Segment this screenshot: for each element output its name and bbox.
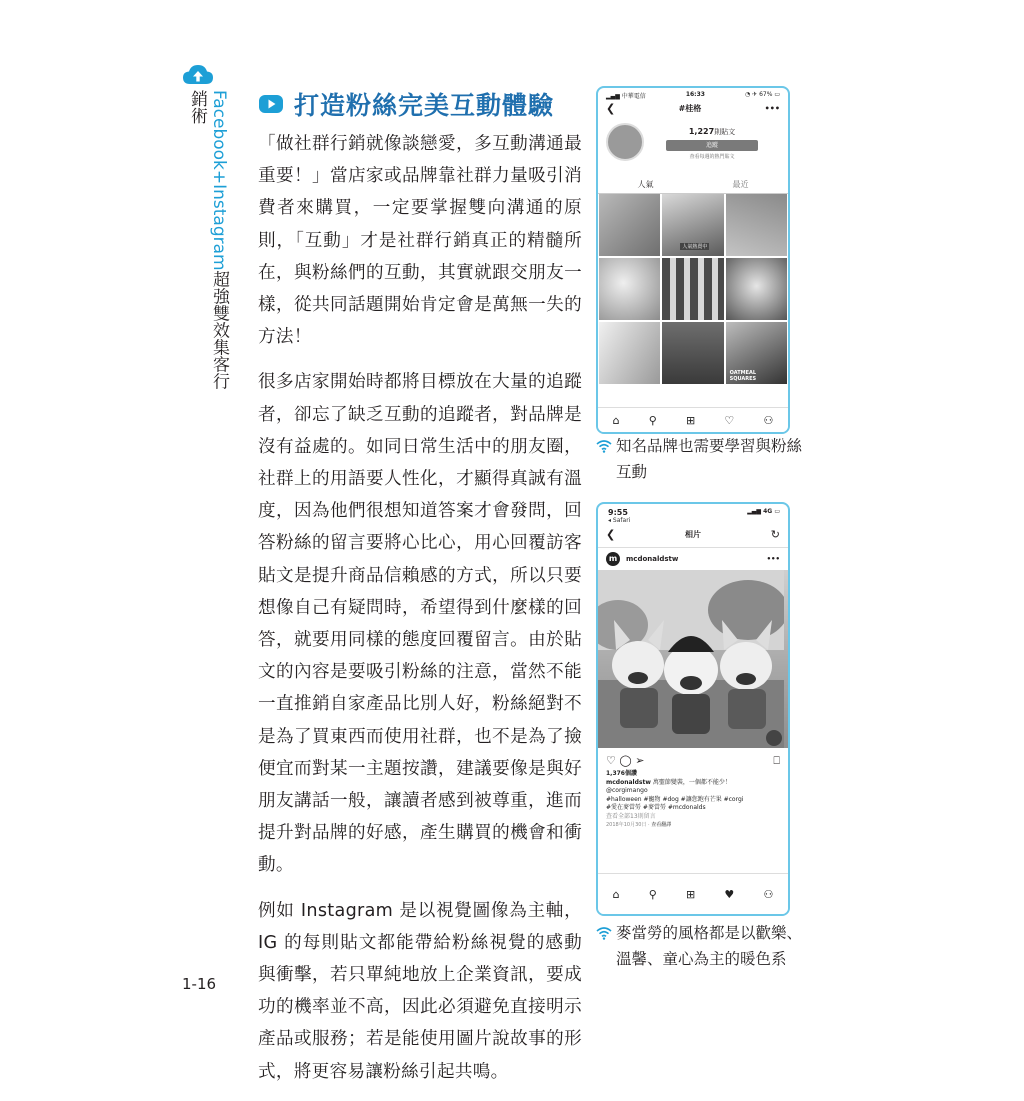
weekly-top-posts-text: 查看每週的熱門貼文 bbox=[689, 154, 735, 160]
caption-2-text: 麥當勞的風格都是以歡樂、溫馨、童心為主的暖色系 bbox=[616, 924, 803, 968]
grid-post[interactable] bbox=[662, 322, 723, 384]
post-actions bbox=[598, 748, 788, 770]
profile-icon[interactable]: ⚇ bbox=[763, 887, 774, 901]
search-icon[interactable]: ⚲ bbox=[648, 887, 657, 901]
hashtag-avatar bbox=[606, 123, 644, 161]
figure-caption-1 bbox=[596, 433, 806, 485]
paragraph-2: 很多店家開始時都將目標放在大量的追蹤者，卻忘了缺乏互動的追蹤者，對品牌是沒有益處的。如同日常生活中的朋友圈，社群上的用語要人性化，才顯得真誠有溫度，因為他們很想知道答案才會發問，回答粉絲的留言要將心比心，用心回覆訪客貼文是提升商品信賴感的方式，所以只要想像自己有疑問時，希望得到什麼樣的回答，就要用同樣的態度回覆留言。由於貼文的內容是要吸引粉絲的注意，當然不能一直推銷自家產品比別人好，粉絲絕對不是為了買東西而使用社群，也不是為了撿便宜而對某一主題按讚，建議要像是與好朋友講話一般，讓讀者感到被尊重，進而提升對品牌的好感，產生購買的機會和衝動。 bbox=[258, 372, 582, 876]
grid-post[interactable] bbox=[726, 194, 787, 256]
nav-bar bbox=[598, 100, 788, 117]
network: ▂▄▆ 4G ▭ bbox=[747, 508, 780, 515]
post-tabs bbox=[598, 177, 788, 194]
instagram-post-screenshot bbox=[596, 502, 790, 916]
follow-button[interactable]: 追蹤 bbox=[666, 140, 758, 151]
hashtag-header bbox=[598, 117, 788, 177]
see-translation-link[interactable]: 查看翻譯 bbox=[651, 822, 672, 828]
bottom-tab-bar bbox=[598, 873, 788, 914]
bottom-tab-bar bbox=[598, 407, 788, 432]
heart-icon[interactable]: ♡ bbox=[724, 413, 735, 427]
corgi-photo-illustration bbox=[598, 570, 784, 748]
like-heart-icon[interactable]: ♡ bbox=[606, 754, 616, 767]
status-bar bbox=[598, 88, 788, 100]
caption-line: @corgimango bbox=[606, 787, 648, 794]
book-title-en: Facebook+Instagram bbox=[209, 90, 229, 271]
caption-line: #halloween #寵物 #dog #讓您跑有芒果 #corgi bbox=[606, 795, 744, 803]
page-number: 1-16 bbox=[182, 975, 217, 993]
section-title: 打造粉絲完美互動體驗 bbox=[294, 91, 555, 120]
post-overlay-text: 人氣熱賣中 bbox=[682, 244, 708, 250]
tab-recent[interactable]: 最近 bbox=[732, 180, 749, 189]
caption-line: #愛在麥當勞 #麥當勞 #mcdonalds bbox=[606, 804, 706, 811]
status-bar bbox=[598, 504, 788, 517]
grid-post[interactable] bbox=[726, 258, 787, 320]
heart-filled-icon[interactable]: ♥ bbox=[724, 887, 735, 901]
body-text bbox=[258, 128, 582, 1101]
add-post-icon[interactable]: ⊞ bbox=[686, 413, 696, 427]
post-date-row: 2018年10月30日 · 查看翻譯 bbox=[606, 822, 672, 828]
grid-post[interactable] bbox=[662, 258, 723, 320]
mcdonalds-logo-icon: m bbox=[606, 552, 620, 566]
view-comments-link[interactable]: 查看全部13則留言 bbox=[606, 812, 656, 820]
hashtag-info bbox=[644, 123, 780, 171]
book-side-title bbox=[178, 62, 229, 392]
post-overlay-text: OATMEAL SQUARES bbox=[729, 370, 757, 382]
book-title-zh: 超強雙效集客行銷術 bbox=[187, 90, 229, 390]
caption-first-line bbox=[606, 779, 780, 788]
paragraph-3: 例如 Instagram 是以視覺圖像為主軸，IG 的每則貼文都能帶給粉絲視覺的感動與衝擊，若只單純地放上企業資訊，要成功的機率並不高，因此必須避免直接明示產品或服務；若是能使用圖片說故事的形式，將更容易讓粉絲引起共鳴。 bbox=[258, 900, 582, 1082]
clock: 16:33 bbox=[685, 91, 705, 98]
back-to-safari[interactable]: ◂ Safari bbox=[608, 517, 631, 524]
like-count: 1,376個讚 bbox=[606, 770, 637, 777]
grid-post[interactable] bbox=[599, 322, 660, 384]
paragraph-1: 「做社群行銷就像談戀愛，多互動溝通最重要！」當店家或品牌靠社群力量吸引消費者來購買，一定要掌握雙向溝通的原則，「互動」才是社群行銷真正的精髓所在，與粉絲們的互動，其實就跟交朋友一樣，從共同話題開始肯定會是萬無一失的方法！ bbox=[258, 134, 582, 348]
search-icon[interactable]: ⚲ bbox=[648, 413, 657, 427]
youtube-play-icon bbox=[258, 93, 284, 115]
back-chevron-icon[interactable]: ❮ bbox=[606, 102, 616, 115]
caption-1-text: 知名品牌也需要學習與粉絲互動 bbox=[616, 437, 803, 481]
share-icon[interactable]: ➢ bbox=[635, 754, 645, 767]
figure-caption-2 bbox=[596, 920, 806, 972]
post-photo-corgis bbox=[598, 570, 788, 748]
refresh-icon[interactable]: ↻ bbox=[770, 528, 780, 541]
add-post-icon[interactable]: ⊞ bbox=[686, 887, 696, 901]
caption-text: 萬聖節變裝，一個都不能少！ bbox=[652, 778, 731, 786]
back-chevron-icon[interactable]: ❮ bbox=[606, 528, 616, 541]
caption-username[interactable]: mcdonaldstw bbox=[606, 778, 651, 786]
grid-post[interactable] bbox=[599, 194, 660, 256]
page-title: 相片 bbox=[685, 530, 701, 539]
more-icon[interactable]: ••• bbox=[766, 555, 780, 563]
grid-post[interactable] bbox=[599, 258, 660, 320]
grid-post[interactable] bbox=[662, 194, 723, 256]
battery: ◔ ✈ 67% ▭ bbox=[745, 91, 780, 98]
section-heading bbox=[258, 86, 554, 122]
grid-post[interactable] bbox=[726, 322, 787, 384]
clock: 9:55 bbox=[608, 508, 628, 517]
post-username[interactable]: mcdonaldstw bbox=[626, 555, 679, 563]
book-title-vertical bbox=[186, 90, 230, 392]
tab-top[interactable]: 人氣 bbox=[637, 180, 654, 189]
cloud-upload-icon bbox=[182, 62, 214, 88]
post-count-suffix: 則貼文 bbox=[714, 128, 736, 136]
post-date: 2018年10月30日 bbox=[606, 822, 647, 828]
bookmark-icon[interactable]: ⎕ bbox=[773, 754, 780, 767]
comment-icon[interactable]: ◯ bbox=[619, 754, 632, 767]
more-icon[interactable]: ••• bbox=[764, 104, 780, 113]
wifi-icon bbox=[596, 439, 612, 453]
home-icon[interactable]: ⌂ bbox=[612, 887, 620, 901]
profile-icon[interactable]: ⚇ bbox=[763, 413, 774, 427]
hashtag-title: #桂格 bbox=[678, 104, 702, 113]
post-header bbox=[598, 547, 788, 570]
home-icon[interactable]: ⌂ bbox=[612, 413, 620, 427]
nav-bar bbox=[598, 524, 788, 547]
post-grid bbox=[598, 194, 788, 384]
wifi-icon bbox=[596, 926, 612, 940]
post-caption bbox=[598, 770, 788, 830]
post-count: 1,227 bbox=[688, 127, 715, 136]
carrier: ▂▄▆ 中華電信 bbox=[606, 93, 646, 100]
instagram-hashtag-screenshot bbox=[596, 86, 790, 434]
